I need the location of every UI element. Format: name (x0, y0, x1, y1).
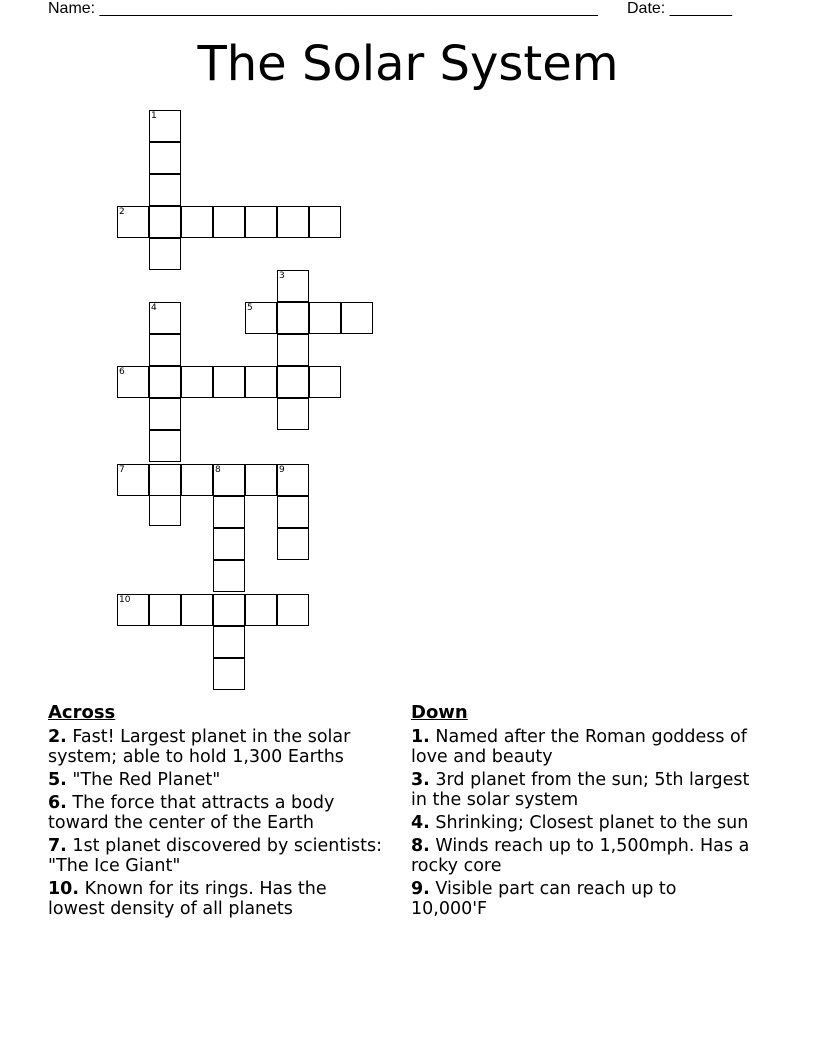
grid-cell[interactable] (277, 334, 309, 366)
clue-text: Winds reach up to 1,500mph. Has a rocky core (411, 836, 750, 876)
clue-item (411, 770, 751, 810)
down-clues (411, 702, 751, 922)
clue-text: Shrinking; Closest planet to the sun (435, 813, 749, 833)
clue-number: 1 (151, 111, 157, 121)
grid-cell[interactable] (245, 302, 277, 334)
clue-number: 2 (119, 207, 125, 217)
grid-cell[interactable] (149, 110, 181, 142)
grid-cell[interactable] (149, 334, 181, 366)
grid-cell[interactable] (149, 206, 181, 238)
grid-cell[interactable] (213, 496, 245, 528)
grid-cell[interactable] (245, 206, 277, 238)
clue-num: 5. (48, 770, 67, 790)
grid-cell[interactable] (117, 464, 149, 496)
grid-cell[interactable] (213, 206, 245, 238)
grid-cell[interactable] (149, 464, 181, 496)
clue-item (48, 770, 388, 790)
grid-cell[interactable] (277, 398, 309, 430)
grid-cell[interactable] (181, 366, 213, 398)
grid-cell[interactable] (213, 464, 245, 496)
clue-number: 6 (119, 367, 125, 377)
grid-cell[interactable] (245, 594, 277, 626)
clue-text: Known for its rings. Has the lowest density of all planets (48, 879, 327, 919)
clue-number: 5 (247, 303, 253, 313)
grid-cell[interactable] (309, 302, 341, 334)
grid-cell[interactable] (149, 174, 181, 206)
clue-num: 8. (411, 836, 430, 856)
across-clues (48, 702, 388, 922)
grid-cell[interactable] (277, 464, 309, 496)
grid-cell[interactable] (117, 206, 149, 238)
grid-cell[interactable] (213, 658, 245, 690)
clue-number: 9 (279, 465, 285, 475)
clue-number: 10 (119, 595, 131, 605)
clue-number: 7 (119, 465, 125, 475)
clue-text: "The Red Planet" (72, 770, 221, 790)
grid-cell[interactable] (181, 464, 213, 496)
clue-number: 3 (279, 271, 285, 281)
grid-cell[interactable] (277, 496, 309, 528)
grid-cell[interactable] (149, 366, 181, 398)
grid-cell[interactable] (149, 142, 181, 174)
clue-item (48, 836, 388, 876)
grid-cell[interactable] (213, 594, 245, 626)
clue-num: 10. (48, 879, 80, 899)
grid-cell[interactable] (277, 366, 309, 398)
grid-cell[interactable] (149, 430, 181, 462)
clue-text: 3rd planet from the sun; 5th largest in the solar system (411, 770, 750, 810)
name-field[interactable]: Name: ________________________________________________________ (48, 0, 598, 17)
grid-cell[interactable] (117, 366, 149, 398)
grid-cell[interactable] (181, 594, 213, 626)
clue-num: 2. (48, 727, 67, 747)
clue-num: 1. (411, 727, 430, 747)
grid-cell[interactable] (149, 494, 181, 526)
grid-cell[interactable] (149, 398, 181, 430)
across-heading: Across (48, 702, 116, 723)
grid-cell[interactable] (341, 302, 373, 334)
clue-item (48, 879, 388, 919)
clue-num: 4. (411, 813, 430, 833)
clue-item (411, 813, 751, 833)
grid-cell[interactable] (309, 366, 341, 398)
page-title: The Solar System (197, 36, 619, 92)
grid-cell[interactable] (213, 560, 245, 592)
clue-text: Fast! Largest planet in the solar system; able to hold 1,300 Earths (48, 727, 351, 767)
grid-cell[interactable] (149, 594, 181, 626)
clue-item (411, 879, 751, 919)
clue-item (48, 727, 388, 767)
grid-cell[interactable] (277, 594, 309, 626)
clue-item (48, 793, 388, 833)
grid-cell[interactable] (117, 594, 149, 626)
clue-text: 1st planet discovered by scientists: "The Ice Giant" (48, 836, 383, 876)
clue-text: The force that attracts a body toward the center of the Earth (48, 793, 335, 833)
grid-cell[interactable] (213, 528, 245, 560)
grid-cell[interactable] (277, 270, 309, 302)
clue-num: 9. (411, 879, 430, 899)
grid-cell[interactable] (309, 206, 341, 238)
grid-cell[interactable] (277, 302, 309, 334)
grid-cell[interactable] (245, 366, 277, 398)
clue-number: 8 (215, 465, 221, 475)
clue-num: 6. (48, 793, 67, 813)
clue-num: 3. (411, 770, 430, 790)
grid-cell[interactable] (277, 528, 309, 560)
clue-item (411, 727, 751, 767)
clue-text: Named after the Roman goddess of love and beauty (411, 727, 747, 767)
grid-cell[interactable] (149, 238, 181, 270)
grid-cell[interactable] (277, 206, 309, 238)
grid-cell[interactable] (213, 366, 245, 398)
grid-cell[interactable] (245, 464, 277, 496)
grid-cell[interactable] (149, 302, 181, 334)
down-heading: Down (411, 702, 468, 723)
clue-text: Visible part can reach up to 10,000'F (411, 879, 677, 919)
date-field[interactable]: Date: _______ (627, 0, 732, 17)
grid-cell[interactable] (213, 626, 245, 658)
clue-number: 4 (151, 303, 157, 313)
grid-cell[interactable] (181, 206, 213, 238)
clue-num: 7. (48, 836, 67, 856)
clue-item (411, 836, 751, 876)
